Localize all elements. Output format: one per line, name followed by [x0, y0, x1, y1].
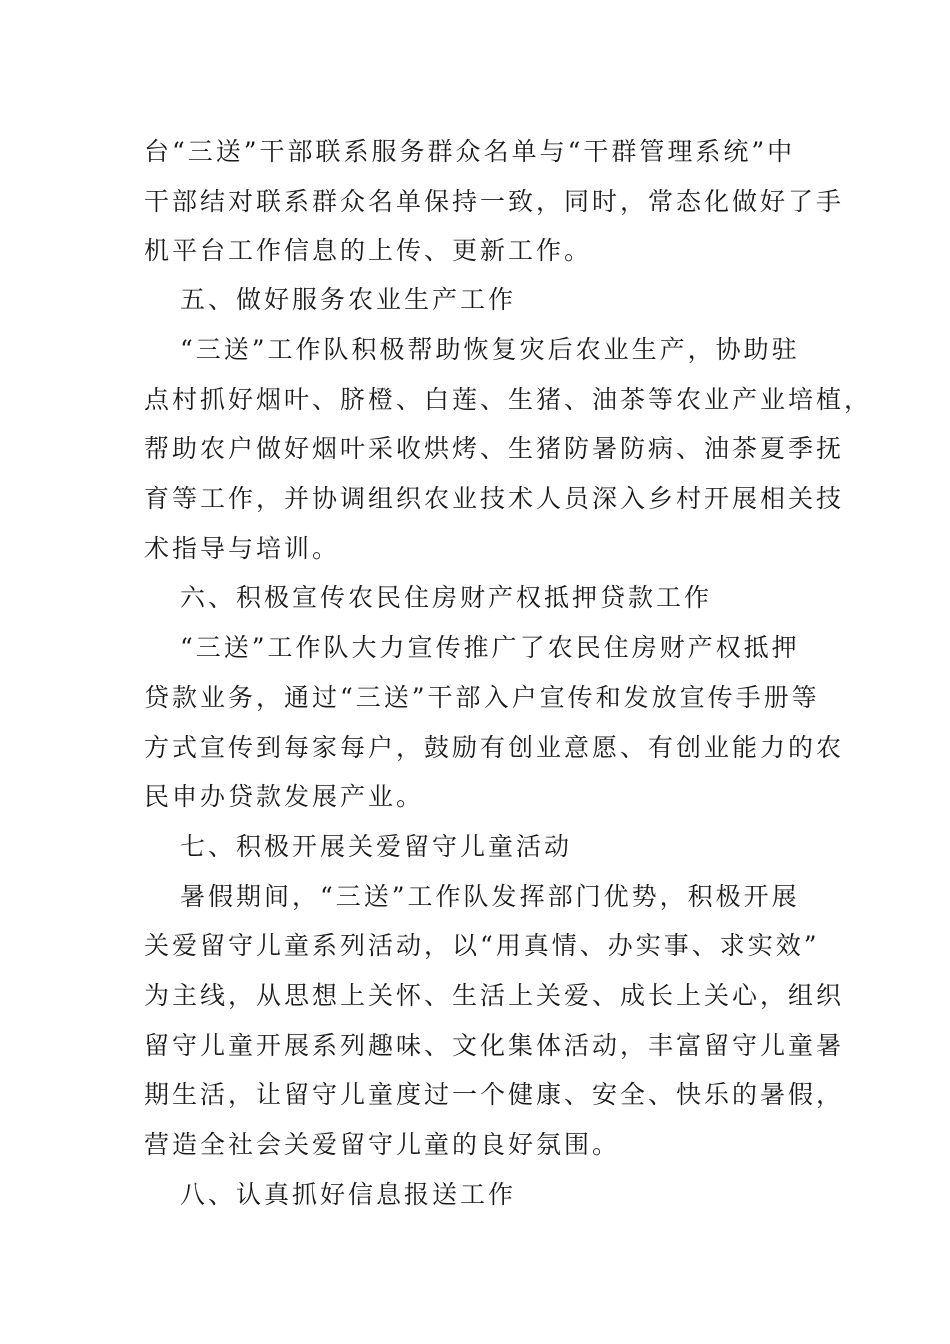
paragraph-line: 暑假期间，“三送”工作队发挥部门优势，积极开展 [180, 882, 800, 911]
paragraph-line: 为主线，从思想上关怀、生活上关爱、成长上关心，组织 [144, 981, 845, 1010]
paragraph-line: 术指导与培训。 [144, 534, 341, 563]
paragraph-line: 机平台工作信息的上传、更新工作。 [144, 236, 593, 265]
paragraph-line: 方式宣传到每家每户，鼓励有创业意愿、有创业能力的农 [144, 733, 845, 762]
paragraph-line: 留守儿童开展系列趣味、文化集体活动，丰富留守儿童暑 [144, 1031, 845, 1060]
section-heading: 六、积极宣传农民住房财产权抵押贷款工作 [180, 583, 713, 612]
paragraph-line: “三送”工作队大力宣传推广了农民住房财产权抵押 [180, 633, 800, 662]
paragraph-line: 关爱留守儿童系列活动，以“用真情、办实事、求实效” [144, 931, 820, 960]
paragraph-line: “三送”工作队积极帮助恢复灾后农业生产，协助驻 [180, 335, 800, 364]
paragraph-line: 期生活，让留守儿童度过一个健康、安全、快乐的暑假， [144, 1080, 845, 1109]
paragraph-line: 点村抓好烟叶、脐橙、白莲、生猪、油茶等农业产业培植， [144, 385, 873, 414]
paragraph-line: 营造全社会关爱留守儿童的良好氛围。 [144, 1130, 621, 1159]
paragraph-line: 民申办贷款发展产业。 [144, 782, 425, 811]
paragraph-line: 干部结对联系群众名单保持一致，同时，常态化做好了手 [144, 187, 845, 216]
section-heading: 八、认真抓好信息报送工作 [180, 1180, 517, 1209]
section-heading: 七、积极开展关爱留守儿童活动 [180, 832, 573, 861]
paragraph-line: 帮助农户做好烟叶采收烘烤、生猪防暑防病、油茶夏季抚 [144, 434, 845, 463]
section-heading: 五、做好服务农业生产工作 [180, 285, 517, 314]
paragraph-line: 台“三送”干部联系服务群众名单与“干群管理系统”中 [144, 137, 796, 166]
paragraph-line: 育等工作，并协调组织农业技术人员深入乡村开展相关技 [144, 484, 845, 513]
paragraph-line: 贷款业务，通过“三送”干部入户宣传和发放宣传手册等 [144, 683, 820, 712]
